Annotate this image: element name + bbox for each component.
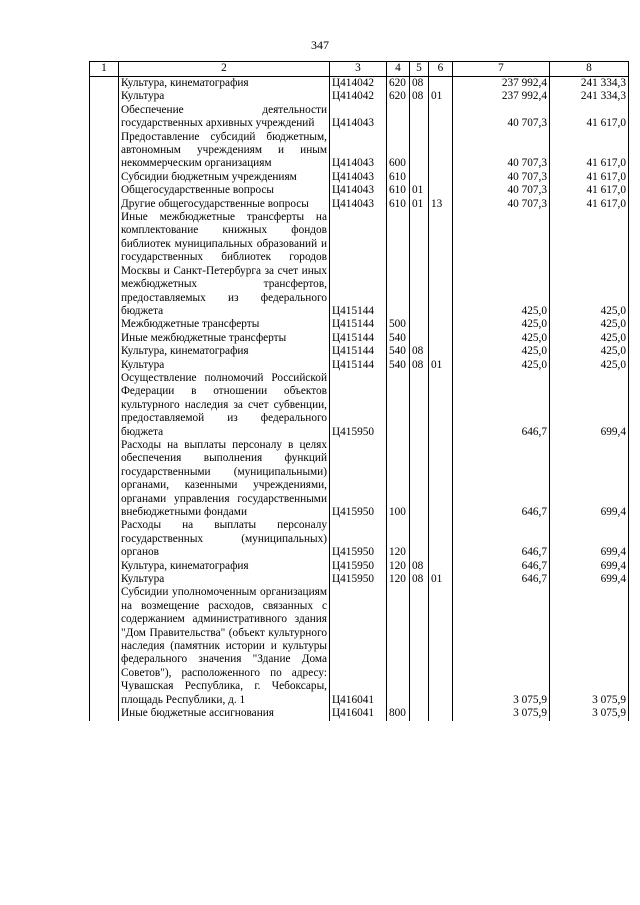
amount-year1-cell: 646,7 xyxy=(453,560,550,573)
subsection-cell xyxy=(429,318,453,331)
expense-type-cell xyxy=(387,372,410,439)
expense-type-cell xyxy=(387,586,410,707)
amount-year2-cell: 699,4 xyxy=(550,560,629,573)
page-number: 347 xyxy=(311,38,329,52)
row-name-cell: Иные межбюджетные трансферты xyxy=(119,332,330,345)
subsection-cell xyxy=(429,707,453,720)
amount-year1-cell: 40 707,3 xyxy=(453,198,550,211)
subsection-cell xyxy=(429,104,453,131)
row-name-cell: Субсидии бюджетным учреждениям xyxy=(119,171,330,184)
row-name-cell: Осуществление полномочий Российской Федерации в отношении объектов культурного наследия за счет субвенции, предоставляемой из федерального бюджета xyxy=(119,372,330,439)
subsection-cell xyxy=(429,586,453,707)
section-cell: 08 xyxy=(410,560,429,573)
table-row xyxy=(90,586,629,707)
row-name-cell: Иные бюджетные ассигнования xyxy=(119,707,330,720)
column-header: 2 xyxy=(119,62,330,77)
column-header: 3 xyxy=(330,62,387,77)
row-number-cell xyxy=(90,345,119,358)
column-header: 7 xyxy=(453,62,550,77)
target-code-cell: Ц415144 xyxy=(330,359,387,372)
table-row xyxy=(90,372,629,439)
amount-year1-cell: 425,0 xyxy=(453,345,550,358)
amount-year1-cell: 646,7 xyxy=(453,439,550,519)
amount-year2-cell: 699,4 xyxy=(550,519,629,559)
target-code-cell: Ц414042 xyxy=(330,77,387,91)
row-name-cell: Культура xyxy=(119,573,330,586)
expense-type-cell: 120 xyxy=(387,573,410,586)
amount-year2-cell: 425,0 xyxy=(550,318,629,331)
section-cell: 08 xyxy=(410,359,429,372)
row-name-cell: Обеспечение деятельности государственных архивных учреждений xyxy=(119,104,330,131)
amount-year1-cell: 646,7 xyxy=(453,519,550,559)
section-cell xyxy=(410,372,429,439)
target-code-cell: Ц415144 xyxy=(330,318,387,331)
target-code-cell: Ц414043 xyxy=(330,104,387,131)
target-code-cell: Ц414043 xyxy=(330,184,387,197)
target-code-cell: Ц415950 xyxy=(330,573,387,586)
target-code-cell: Ц415950 xyxy=(330,372,387,439)
row-number-cell xyxy=(90,573,119,586)
row-number-cell xyxy=(90,439,119,519)
target-code-cell: Ц416041 xyxy=(330,586,387,707)
amount-year1-cell: 237 992,4 xyxy=(453,77,550,91)
amount-year1-cell: 3 075,9 xyxy=(453,707,550,720)
subsection-cell: 01 xyxy=(429,359,453,372)
row-name-cell: Иные межбюджетные трансферты на комплектование книжных фондов библиотек муниципальных образований и государственных библиотек городов Москвы и Санкт-Петербурга за счет иных межбюджетных трансфертов, предоставляемых из федерального бюджета xyxy=(119,211,330,318)
subsection-cell xyxy=(429,372,453,439)
row-name-cell: Культура xyxy=(119,90,330,103)
amount-year1-cell: 646,7 xyxy=(453,372,550,439)
subsection-cell: 13 xyxy=(429,198,453,211)
expense-type-cell: 620 xyxy=(387,90,410,103)
column-header: 4 xyxy=(387,62,410,77)
target-code-cell: Ц414043 xyxy=(330,171,387,184)
subsection-cell xyxy=(429,332,453,345)
subsection-cell xyxy=(429,560,453,573)
section-cell xyxy=(410,519,429,559)
column-header: 6 xyxy=(429,62,453,77)
row-number-cell xyxy=(90,171,119,184)
expense-type-cell: 120 xyxy=(387,519,410,559)
table-row xyxy=(90,707,629,720)
amount-year2-cell: 425,0 xyxy=(550,345,629,358)
amount-year2-cell: 425,0 xyxy=(550,211,629,318)
expense-type-cell: 500 xyxy=(387,318,410,331)
amount-year2-cell: 699,4 xyxy=(550,372,629,439)
amount-year1-cell: 237 992,4 xyxy=(453,90,550,103)
expense-type-cell: 540 xyxy=(387,359,410,372)
row-number-cell xyxy=(90,707,119,720)
subsection-cell: 01 xyxy=(429,90,453,103)
row-number-cell xyxy=(90,359,119,372)
table-row xyxy=(90,560,629,573)
section-cell xyxy=(410,332,429,345)
column-number-row xyxy=(90,62,629,77)
amount-year2-cell: 41 617,0 xyxy=(550,198,629,211)
amount-year1-cell: 646,7 xyxy=(453,573,550,586)
table-row xyxy=(90,198,629,211)
table-row xyxy=(90,184,629,197)
expense-type-cell: 100 xyxy=(387,439,410,519)
row-number-cell xyxy=(90,184,119,197)
target-code-cell: Ц415950 xyxy=(330,439,387,519)
amount-year2-cell: 41 617,0 xyxy=(550,184,629,197)
table-row xyxy=(90,171,629,184)
section-cell xyxy=(410,707,429,720)
amount-year1-cell: 40 707,3 xyxy=(453,171,550,184)
section-cell: 08 xyxy=(410,345,429,358)
budget-table xyxy=(89,61,629,721)
table-row xyxy=(90,359,629,372)
section-cell: 08 xyxy=(410,573,429,586)
amount-year1-cell: 425,0 xyxy=(453,359,550,372)
target-code-cell: Ц415950 xyxy=(330,519,387,559)
row-number-cell xyxy=(90,560,119,573)
section-cell xyxy=(410,318,429,331)
row-name-cell: Расходы на выплаты персоналу в целях обеспечения выполнения функций государственными (муниципальными) органами, казенными учреждениями, органами управления государственными внебюджетными фондами xyxy=(119,439,330,519)
target-code-cell: Ц415144 xyxy=(330,332,387,345)
section-cell: 08 xyxy=(410,90,429,103)
section-cell xyxy=(410,211,429,318)
row-name-cell: Расходы на выплаты персоналу государственных (муниципальных) органов xyxy=(119,519,330,559)
section-cell xyxy=(410,171,429,184)
expense-type-cell: 610 xyxy=(387,184,410,197)
expense-type-cell: 610 xyxy=(387,198,410,211)
amount-year2-cell: 699,4 xyxy=(550,439,629,519)
row-name-cell: Культура xyxy=(119,359,330,372)
expense-type-cell: 610 xyxy=(387,171,410,184)
section-cell: 01 xyxy=(410,198,429,211)
row-number-cell xyxy=(90,372,119,439)
target-code-cell: Ц414043 xyxy=(330,131,387,171)
row-name-cell: Культура, кинематография xyxy=(119,77,330,91)
expense-type-cell xyxy=(387,211,410,318)
amount-year1-cell: 40 707,3 xyxy=(453,131,550,171)
amount-year2-cell: 3 075,9 xyxy=(550,586,629,707)
expense-type-cell: 620 xyxy=(387,77,410,91)
target-code-cell: Ц415950 xyxy=(330,560,387,573)
target-code-cell: Ц415144 xyxy=(330,211,387,318)
row-number-cell xyxy=(90,77,119,91)
section-cell xyxy=(410,104,429,131)
row-number-cell xyxy=(90,519,119,559)
row-name-cell: Другие общегосударственные вопросы xyxy=(119,198,330,211)
expense-type-cell: 800 xyxy=(387,707,410,720)
amount-year2-cell: 41 617,0 xyxy=(550,171,629,184)
table-row xyxy=(90,131,629,171)
row-name-cell: Культура, кинематография xyxy=(119,345,330,358)
section-cell: 01 xyxy=(410,184,429,197)
section-cell xyxy=(410,586,429,707)
amount-year2-cell: 41 617,0 xyxy=(550,131,629,171)
amount-year2-cell: 699,4 xyxy=(550,573,629,586)
target-code-cell: Ц414043 xyxy=(330,198,387,211)
expense-type-cell: 600 xyxy=(387,131,410,171)
table-row xyxy=(90,90,629,103)
subsection-cell xyxy=(429,439,453,519)
subsection-cell xyxy=(429,184,453,197)
row-name-cell: Межбюджетные трансферты xyxy=(119,318,330,331)
table-row xyxy=(90,77,629,91)
amount-year1-cell: 425,0 xyxy=(453,211,550,318)
table-row xyxy=(90,318,629,331)
target-code-cell: Ц414042 xyxy=(330,90,387,103)
subsection-cell xyxy=(429,211,453,318)
amount-year2-cell: 41 617,0 xyxy=(550,104,629,131)
expense-type-cell xyxy=(387,104,410,131)
row-name-cell: Общегосударственные вопросы xyxy=(119,184,330,197)
column-header: 8 xyxy=(550,62,629,77)
amount-year2-cell: 241 334,3 xyxy=(550,77,629,91)
row-number-cell xyxy=(90,211,119,318)
amount-year1-cell: 425,0 xyxy=(453,318,550,331)
section-cell xyxy=(410,439,429,519)
table-row xyxy=(90,332,629,345)
amount-year2-cell: 241 334,3 xyxy=(550,90,629,103)
target-code-cell: Ц415144 xyxy=(330,345,387,358)
column-header: 1 xyxy=(90,62,119,77)
amount-year1-cell: 3 075,9 xyxy=(453,586,550,707)
expense-type-cell: 540 xyxy=(387,332,410,345)
table-row xyxy=(90,345,629,358)
row-name-cell: Предоставление субсидий бюджетным, автономным учреждениям и иным некоммерческим организациям xyxy=(119,131,330,171)
row-number-cell xyxy=(90,318,119,331)
amount-year1-cell: 40 707,3 xyxy=(453,184,550,197)
table-row xyxy=(90,439,629,519)
row-number-cell xyxy=(90,332,119,345)
table-row xyxy=(90,573,629,586)
expense-type-cell: 540 xyxy=(387,345,410,358)
expense-type-cell: 120 xyxy=(387,560,410,573)
amount-year1-cell: 425,0 xyxy=(453,332,550,345)
subsection-cell xyxy=(429,77,453,91)
subsection-cell xyxy=(429,345,453,358)
row-number-cell xyxy=(90,131,119,171)
target-code-cell: Ц416041 xyxy=(330,707,387,720)
amount-year1-cell: 40 707,3 xyxy=(453,104,550,131)
column-header: 5 xyxy=(410,62,429,77)
row-number-cell xyxy=(90,104,119,131)
subsection-cell xyxy=(429,519,453,559)
row-number-cell xyxy=(90,198,119,211)
table-row xyxy=(90,211,629,318)
subsection-cell: 01 xyxy=(429,573,453,586)
amount-year2-cell: 3 075,9 xyxy=(550,707,629,720)
amount-year2-cell: 425,0 xyxy=(550,359,629,372)
row-number-cell xyxy=(90,90,119,103)
section-cell xyxy=(410,131,429,171)
subsection-cell xyxy=(429,171,453,184)
row-number-cell xyxy=(90,586,119,707)
amount-year2-cell: 425,0 xyxy=(550,332,629,345)
row-name-cell: Субсидии уполномоченным организациям на возмещение расходов, связанных с содержанием административного здания "Дом Правительства" (объект культурного наследия (памятник истории и культуры федерального значения "Здание Дома Советов"), расположенного по адресу: Чувашская Республика, г. Чебоксары, площадь Республики, д. 1 xyxy=(119,586,330,707)
table-row xyxy=(90,104,629,131)
row-name-cell: Культура, кинематография xyxy=(119,560,330,573)
section-cell: 08 xyxy=(410,77,429,91)
table-row xyxy=(90,519,629,559)
subsection-cell xyxy=(429,131,453,171)
